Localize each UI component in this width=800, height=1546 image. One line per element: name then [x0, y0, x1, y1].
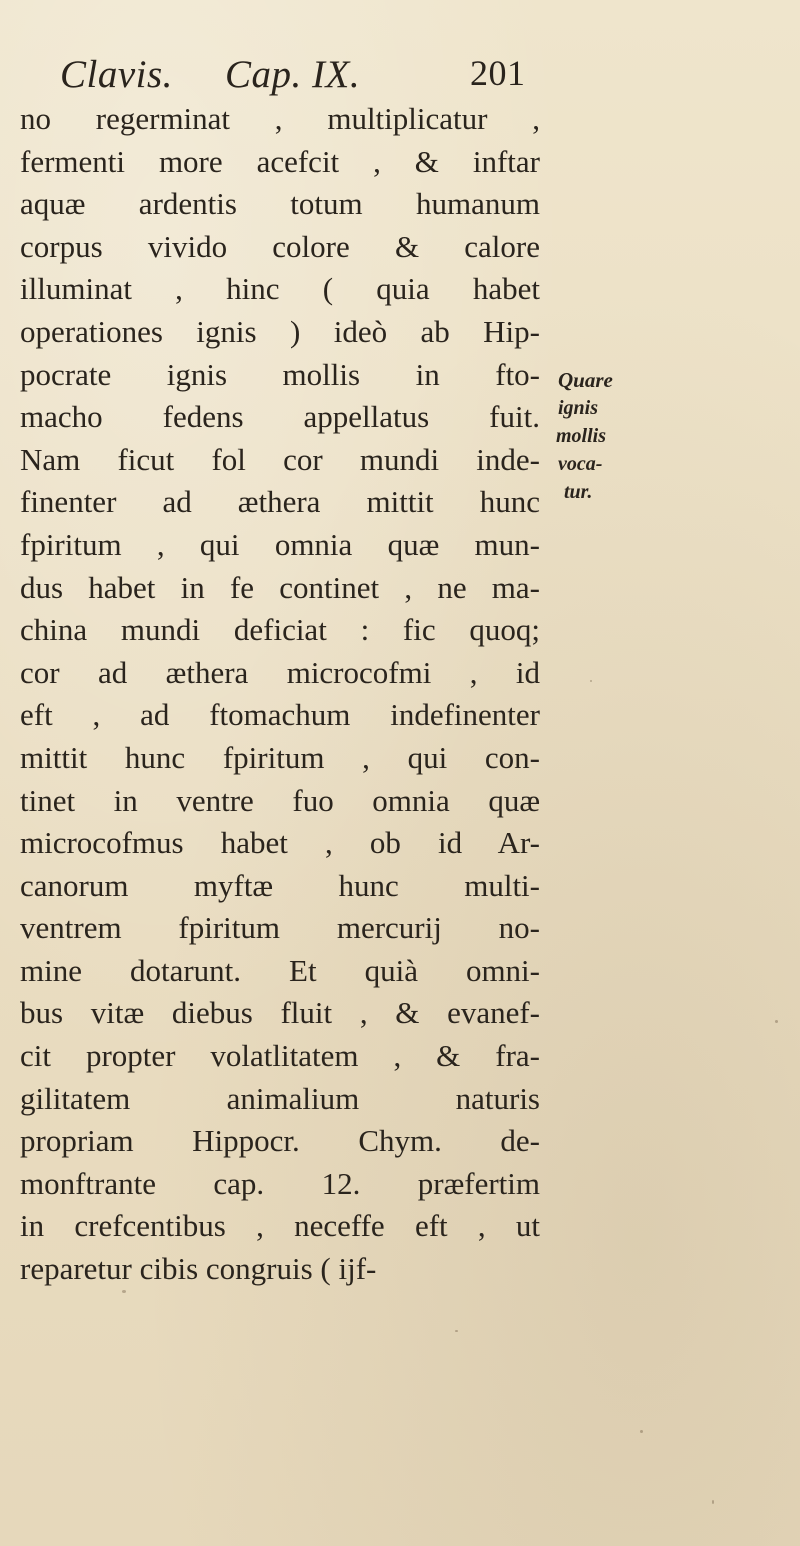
text-line: Nam ficut fol cor mundi inde-	[20, 441, 540, 477]
text-line: propriam Hippocr. Chym. de-	[20, 1123, 540, 1159]
text-line: fermenti more acefcit , & inftar	[20, 143, 540, 179]
marginal-note-line: voca-	[558, 453, 603, 475]
text-line: macho fedens appellatus fuit.	[20, 399, 540, 435]
running-head-chapter: Cap. IX.	[225, 53, 361, 96]
body-text	[20, 98, 540, 1291]
text-line: monftrante cap. 12. præfertim	[20, 1165, 540, 1201]
marginal-note-line: Quare	[558, 368, 613, 392]
paper-speck	[640, 1430, 643, 1433]
text-line: canorum myftæ hunc multi-	[20, 867, 540, 903]
text-line: dus habet in fe continet , ne ma-	[20, 569, 540, 605]
text-line: pocrate ignis mollis in fto-	[20, 356, 540, 392]
text-line: ventrem fpiritum mercurij no-	[20, 910, 540, 946]
text-line: china mundi deficiat : fic quoq;	[20, 612, 540, 648]
marginal-note	[556, 366, 656, 506]
page-number: 201	[470, 53, 526, 93]
text-line: corpus vivido colore & calore	[20, 228, 540, 264]
text-line: mittit hunc fpiritum , qui con-	[20, 739, 540, 775]
text-line: bus vitæ diebus fluit , & evanef-	[20, 995, 540, 1031]
text-line: cit propter volatlitatem , & fra-	[20, 1038, 540, 1074]
text-line: no regerminat , multiplicatur ,	[20, 101, 540, 136]
text-line: gilitatem animalium naturis	[20, 1080, 540, 1116]
text-line: microcofmus habet , ob id Ar-	[20, 825, 540, 861]
text-line: finenter ad æthera mittit hunc	[20, 484, 540, 520]
paper-speck	[590, 680, 592, 682]
text-line: eft , ad ftomachum indefinenter	[20, 697, 540, 733]
text-line: fpiritum , qui omnia quæ mun-	[20, 526, 540, 562]
text-line: tinet in ventre fuo omnia quæ	[20, 782, 540, 818]
running-head	[60, 52, 560, 102]
paper-speck	[455, 1330, 458, 1332]
text-line: illuminat , hinc ( quia habet	[20, 271, 540, 307]
running-head-title: Clavis.	[60, 53, 173, 96]
text-line: in crefcentibus , neceffe eft , ut	[20, 1208, 540, 1244]
marginal-note-line: mollis	[556, 425, 607, 447]
text-line: aquæ ardentis totum humanum	[20, 186, 540, 222]
text-line: reparetur cibis congruis ( ijf-	[20, 1251, 377, 1287]
text-line: mine dotarunt. Et quià omni-	[20, 952, 540, 988]
text-line: cor ad æthera microcofmi , id	[20, 654, 540, 690]
paper-speck	[122, 1290, 126, 1293]
marginal-note-line: tur.	[564, 481, 593, 503]
marginal-note-line: ignis	[558, 397, 599, 419]
paper-speck	[775, 1020, 778, 1023]
paper-speck	[712, 1500, 714, 1504]
text-line: operationes ignis ) ideò ab Hip-	[20, 313, 540, 349]
